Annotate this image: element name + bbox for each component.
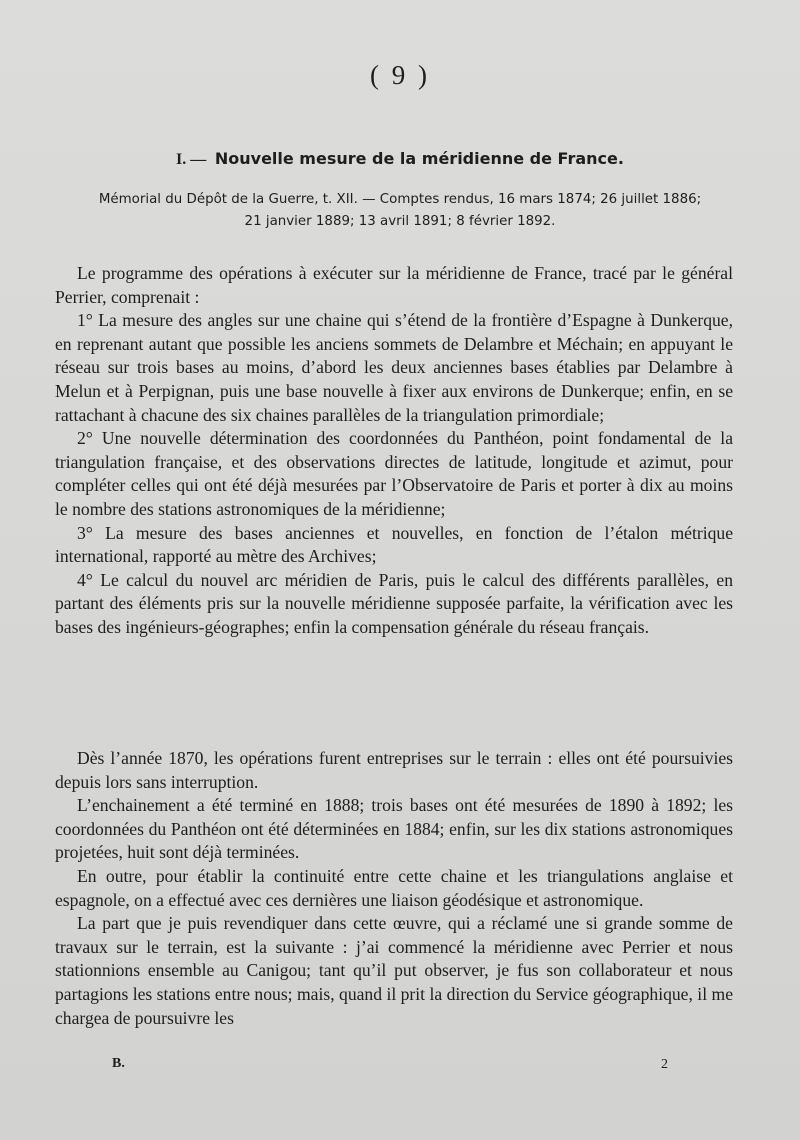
paragraph: 1° La mesure des angles sur une chaine qui s’étend de la frontière d’Espagne à Dunkerque, en reprenant autant que possible les anciens sommets de Delambre et Méchain; en appuyant le réseau sur trois bases au moins, d’abord les deux anciennes bases établies par Delambre à Melun et à Perpignan, puis une base nouvelle à fixer aux environs de Dunkerque; enfin, en se rattachant à chacune des six chaines parallèles de la triangulation primordiale; (55, 310, 733, 425)
paragraph: 4° Le calcul du nouvel arc méridien de Paris, puis le calcul des différents parallèles, en partant des éléments pris sur la nouvelle méridienne supposée parfaite, la vérification avec les bases des ingénieurs-géographes; enfin la compensation générale du réseau français. (55, 569, 733, 637)
reference-line: Mémorial du Dépôt de la Guerre, t. XII. — Comptes rendus, 16 mars 1874; 26 juillet 1886; (98, 192, 702, 207)
paragraph: 3° La mesure des bases anciennes et nouvelles, en fonction de l’étalon métrique international, rapporté au mètre des Archives; (55, 522, 733, 567)
bibliographic-reference (68, 189, 732, 233)
page-number: ( 9 ) (370, 60, 430, 90)
section-number: I. — (176, 151, 207, 168)
paragraph: En outre, pour établir la continuité entre cette chaine et les triangulations anglaise et espagnole, on a effectué avec ces dernières une liaison géodésique et astronomique. (55, 865, 733, 910)
paragraph: 2° Une nouvelle détermination des coordonnées du Panthéon, point fondamental de la triangulation française, et des observations directes de latitude, longitude et azimut, pour compléter celles qui ont été déjà mesurées par l’Observatoire de Paris et porter à dix au moins le nombre des stations astronomiques de la méridienne; (55, 428, 733, 519)
paragraph: La part que je puis revendiquer dans cette œuvre, qui a réclamé une si grande somme de travaux sur le terrain, est la suivante : j’ai commencé la méridienne avec Perrier et nous stationnions ensemble au Canigou; tant qu’il put observer, je fus son collaborateur et nous partagions les stations entre nous; mais, quand il prit la direction du Service géographique, il me chargea de poursuivre les (55, 913, 733, 1028)
section-title (0, 149, 800, 169)
signature-mark: B. (112, 1056, 125, 1071)
paragraph: L’enchainement a été terminé en 1888; trois bases ont été mesurées de 1890 à 1892; les coordonnées du Panthéon ont été déterminées en 1884; enfin, sur les dix stations astronomiques projetées, huit sont déjà terminées. (55, 795, 733, 863)
reference-line: 21 janvier 1889; 13 avril 1891; 8 février 1892. (244, 214, 556, 229)
paragraph: Dès l’année 1870, les opérations furent entreprises sur le terrain : elles ont été poursuivies depuis lors sans interruption. (55, 748, 733, 792)
program-description (55, 262, 733, 640)
progress-description (55, 747, 733, 1030)
section-title-text: Nouvelle mesure de la méridienne de France. (214, 149, 624, 168)
signature-number: 2 (661, 1057, 668, 1072)
paragraph: Le programme des opérations à exécuter sur la méridienne de France, tracé par le général Perrier, comprenait : (55, 263, 733, 307)
